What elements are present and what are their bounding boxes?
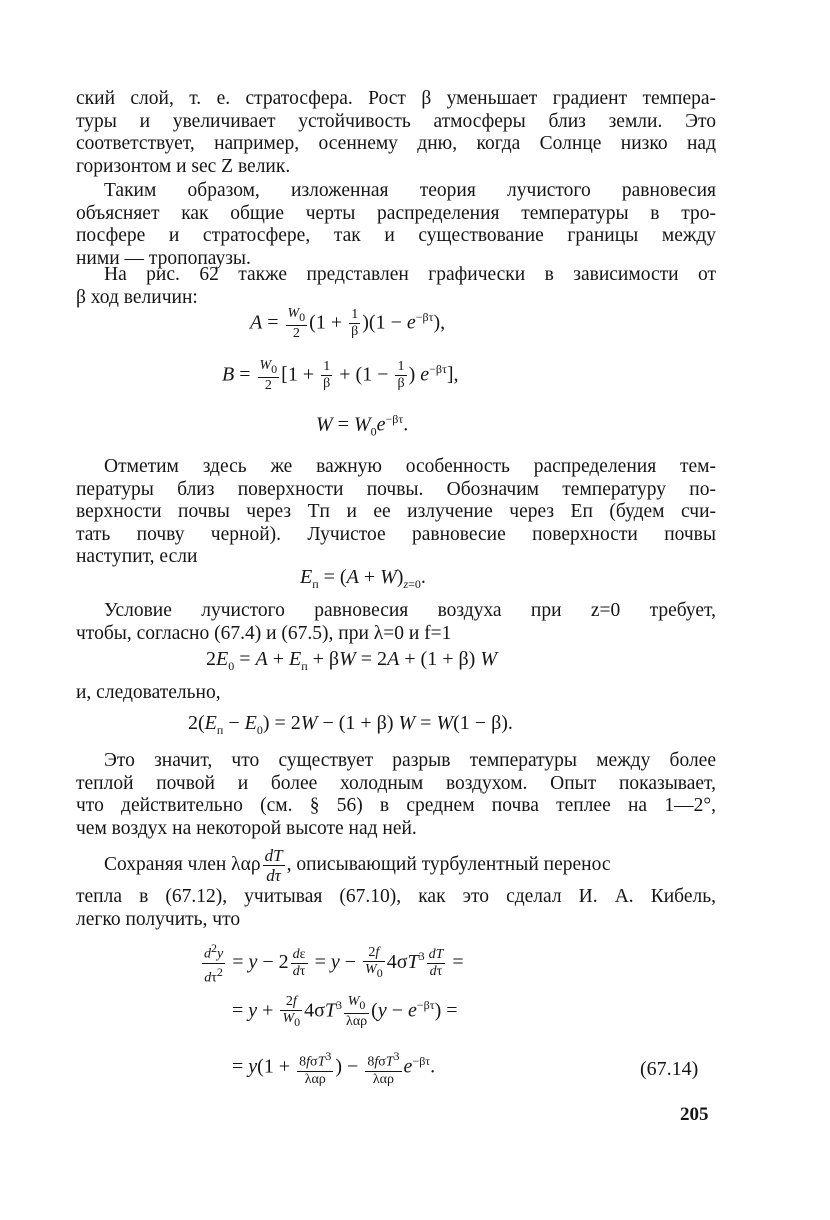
equation-B: B = $\frac{W_0}{2}$ [1 + $\frac{1}{\beta}$ + (1 − $\frac{1}{\beta}$ ) $e^{-\beta\tau}$], <box>222 358 459 393</box>
text-line: тать почву черной). Лучистое равновесие поверхности почвы <box>76 523 716 545</box>
text-line: ский слой, т. е. стратосфера. Рост β уменьшает градиент темпера- <box>76 88 716 109</box>
page-number: 205 <box>680 1104 709 1125</box>
text-line: горизонтом и sec Z велик. <box>76 155 291 177</box>
paragraph-consequently <box>76 682 716 705</box>
paragraph-temperature-gap <box>76 750 716 840</box>
paragraph-soil-surface <box>76 456 716 569</box>
paragraph-figure-ref <box>76 264 716 309</box>
text-line: наступит, если <box>76 546 198 567</box>
text-line: β ход величин: <box>76 286 198 308</box>
text-line: туры и увеличивает устойчивость атмосферы близ земли. Это <box>76 110 716 132</box>
text-line: пературы близ поверхности почвы. Обозначим температуру по- <box>76 478 716 500</box>
text-line: теплой почвой и более холодным воздухом. Опыт показывает, <box>76 772 716 794</box>
equation-6714-line1: $\frac{d^2y}{d\tau^2}$ = y − 2 $\frac{d\varepsilon}{d\tau}$ = y − $\frac{2f}{W_0}$ $4\sigma T^3$ $\frac{dT}{d\tau}$ = <box>204 941 464 986</box>
text-line: чтобы, согласно (67.4) и (67.5), при λ=0 и f=1 <box>76 622 452 644</box>
text-line: ними — тропопаузы. <box>76 247 251 269</box>
paragraph-air-equilibrium <box>76 600 716 645</box>
text-line: На рис. 62 также представлен графически в зависимости от <box>104 264 716 285</box>
fraction-numerator: dT <box>264 846 283 865</box>
equation-6714-line3: = y(1 + $\frac{8f\sigma T^3}{\text{λαρ}}$ ) − $\frac{8f\sigma T^3}{\text{λαρ}}$ $e^{-\beta\tau}$. <box>232 1049 436 1087</box>
equation-E0: $2E_0 = A + E_п + \beta W = 2A + (1 + \beta)$ W <box>206 648 498 673</box>
text-line: Отметим здесь же важную особенность распределения тем- <box>104 456 716 477</box>
text-line: что действительно (см. § 56) в среднем почва теплее на 1—2°, <box>76 795 716 816</box>
paragraph-stratosphere <box>76 88 716 178</box>
equation-diff: $2(E_п - E_0) = 2W - (1 + \beta) W = W(1 - \beta)$. <box>188 712 513 737</box>
text-line: объясняет как общие черты распределения температуры в тро- <box>76 202 716 224</box>
text-line: Условие лучистого равновесия воздуха при z=0 требует, <box>104 600 716 621</box>
paragraph-turbulent <box>76 846 716 885</box>
text-line: посфере и стратосфере, так и существование границы между <box>76 225 716 246</box>
text-line: и, следовательно, <box>76 682 221 703</box>
text-line-start: Сохраняя член λαρ <box>104 853 261 875</box>
equation-W: $W = W_0e^{-\beta\tau}$. <box>316 412 409 439</box>
text-line: Таким образом, изложенная теория лучистого равновесия <box>104 180 716 201</box>
paragraph-theory <box>76 180 716 270</box>
text-line: тепла в (67.12), учитывая (67.10), как это сделал И. А. Кибель, <box>76 886 716 907</box>
text-line-end: , описывающий турбулентный перенос <box>286 853 611 875</box>
text-line: соответствует, например, осеннему дню, когда Солнце низко над <box>76 133 716 154</box>
fraction-denominator: dτ <box>266 866 281 885</box>
text-line: легко получить, что <box>76 908 241 930</box>
paragraph-kibel <box>76 886 716 931</box>
equation-A: A = $\frac{W_0}{2}$ (1 + $\frac{1}{\beta}$ )$(1 - e^{-\beta\tau})$, <box>250 306 446 341</box>
equation-En: $E_п = (A + W)_{z=0}$. <box>300 566 426 591</box>
text-line: чем воздух на некоторой высоте над ней. <box>76 817 417 839</box>
equation-number: (67.14) <box>640 1058 699 1080</box>
equation-6714-line2: = y + $\frac{2f}{W_0}$ $4\sigma T^3$ $\frac{W_0}{\text{λαρ}}$ $(y - e^{-\beta\tau})$ = <box>232 994 458 1029</box>
fraction-dT-dtau <box>263 846 285 885</box>
text-line: Это значит, что существует разрыв температуры между более <box>104 750 716 771</box>
text-line: верхности почвы через Tп и ее излучение через Eп (будем счи- <box>76 501 716 522</box>
